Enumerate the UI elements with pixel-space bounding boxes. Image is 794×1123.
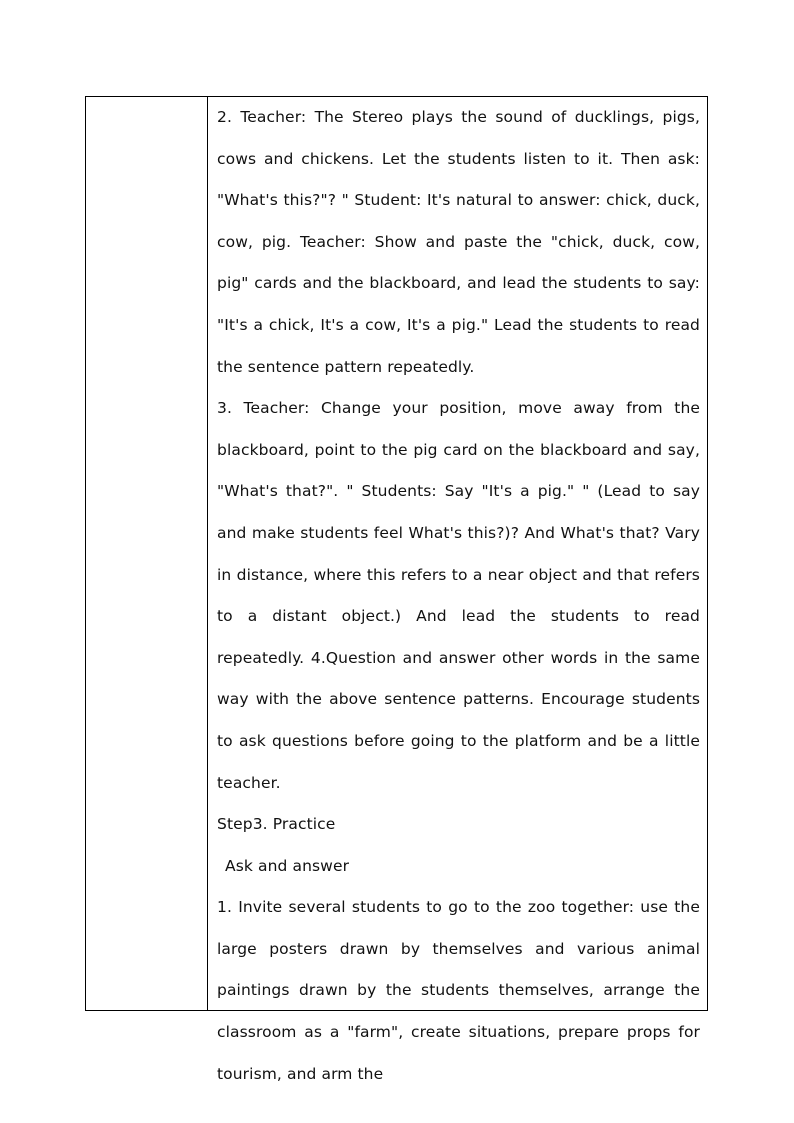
table-right-cell (208, 97, 707, 1083)
table-left-cell (86, 97, 208, 1010)
paragraph-practice-heading: Step3. Practice (217, 815, 336, 834)
paragraph-step3-teacher: 3. Teacher: Change your position, move away from the blackboard, point to the pig card on the blackboard and say, "What's that?". " Students: Say "It's a pig." " (Lead to say and make students feel What's this?)? And What's that? Vary in distance, where this refers to a near object and that refers to a distant object.) And lead the students to read repeatedly. 4.Question and answer other words in the same way with the above sentence patterns. Encourage students to ask questions before going to the platform and be a little teacher. (217, 399, 700, 792)
paragraph-ask-answer: Ask and answer (225, 856, 350, 875)
lesson-table (85, 96, 708, 1083)
paragraph-step2-teacher: 2. Teacher: The Stereo plays the sound of ducklings, pigs, cows and chickens. Let the students listen to it. Then ask: "What's this?"? " Student: It's natural to answer: chick, duck, cow, pig. Teacher: Show and paste the "chick, duck, cow, pig" cards and the blackboard, and lead the students to say: "It's a chick, It's a cow, It's a pig." Lead the students to read the sentence pattern repeatedly. (217, 108, 700, 376)
paragraph-zoo-activity: 1. Invite several students to go to the zoo together: use the large posters drawn by themselves and various animal paintings drawn by the students themselves, arrange the classroom as a "farm", create situations, prepare props for tourism, and arm the (217, 898, 700, 1083)
